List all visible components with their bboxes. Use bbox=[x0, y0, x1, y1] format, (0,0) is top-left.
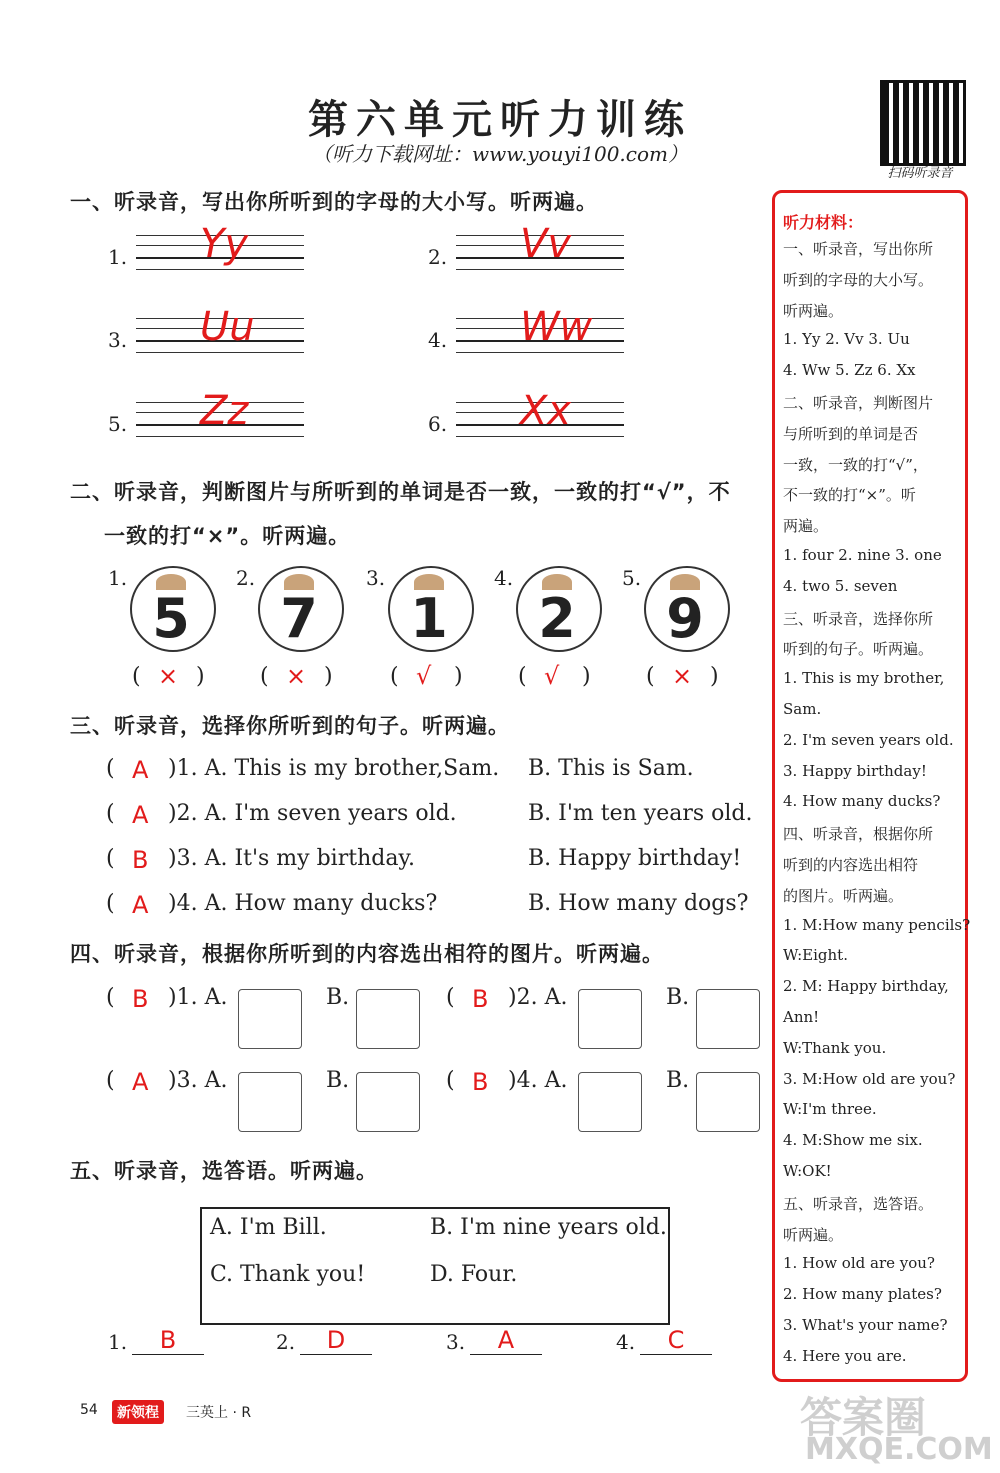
listening-material-line: 1. four 2. nine 3. one bbox=[783, 546, 942, 564]
item-number: 4. bbox=[494, 566, 514, 590]
qr-code[interactable] bbox=[880, 80, 966, 166]
option-a-label: )1. A. bbox=[168, 985, 228, 1010]
watermark-logo: 答案圈 bbox=[800, 1393, 927, 1442]
listening-material-line: 听到的字母的大小写。 bbox=[783, 270, 934, 289]
listening-material-line: 听到的内容选出相符 bbox=[783, 856, 919, 874]
handwritten-answer[interactable]: Uu bbox=[200, 304, 255, 350]
item-number: 2. bbox=[428, 245, 448, 269]
handwritten-answer[interactable]: Zz bbox=[200, 388, 249, 434]
listening-material-line: 一致，一致的打“√”， bbox=[783, 455, 928, 474]
paren-open: ( bbox=[132, 664, 141, 689]
paren-close: ) bbox=[454, 664, 463, 689]
paren-open: ( bbox=[106, 985, 115, 1010]
listening-material-line: 1. Yy 2. Vv 3. Uu bbox=[783, 330, 910, 349]
answer-blank[interactable]: C bbox=[640, 1326, 712, 1355]
picture-option-a bbox=[578, 1072, 642, 1132]
answer-blank[interactable]: D bbox=[300, 1326, 372, 1355]
paren-close: ) bbox=[582, 664, 591, 689]
picture-option-a bbox=[238, 989, 302, 1049]
listening-material-line: 二、听录音，判断图片 bbox=[783, 394, 934, 412]
listening-material-line: 听两遍。 bbox=[783, 1225, 844, 1244]
option-d: D. Four. bbox=[430, 1262, 518, 1287]
listening-material-line: 3. Happy birthday! bbox=[783, 761, 927, 780]
page-number: 54 bbox=[80, 1402, 98, 1418]
choice-answer[interactable]: A bbox=[132, 756, 149, 784]
listening-material-line: 四、听录音，根据你所 bbox=[783, 825, 934, 844]
picture-answer[interactable]: B bbox=[472, 985, 489, 1013]
number-picture: 1 bbox=[410, 587, 448, 650]
number-picture: 7 bbox=[280, 587, 318, 650]
part3-heading: 三、听录音，选择你所听到的句子。听两遍。 bbox=[70, 714, 510, 738]
picture-answer[interactable]: B bbox=[472, 1068, 489, 1096]
listening-material-line: W:OK! bbox=[783, 1162, 832, 1180]
picture-answer[interactable]: A bbox=[132, 1068, 149, 1096]
picture-option-b bbox=[696, 989, 760, 1049]
download-url: （听力下载网址：www.youyi100.com） bbox=[312, 142, 688, 166]
item-number: 3. bbox=[108, 328, 128, 352]
paren-open: ( bbox=[106, 756, 115, 781]
number-picture: 5 bbox=[152, 587, 190, 650]
paren-open: ( bbox=[106, 801, 115, 826]
part2-heading-line2: 一致的打“×”。听两遍。 bbox=[104, 524, 351, 548]
handwritten-answer[interactable]: Yy bbox=[200, 221, 249, 267]
check-answer[interactable]: × bbox=[286, 662, 307, 690]
item-number: 2. bbox=[276, 1330, 296, 1354]
listening-material-line: 不一致的打“×”。听 bbox=[783, 486, 916, 505]
writing-line bbox=[136, 436, 304, 437]
item-number: 1. bbox=[108, 566, 128, 590]
listening-material-line: 与所听到的单词是否 bbox=[783, 424, 919, 443]
listening-material-line: 的图片。听两遍。 bbox=[783, 886, 904, 905]
listening-material-line: Ann! bbox=[783, 1008, 820, 1026]
option-b: B. I'm nine years old. bbox=[430, 1215, 667, 1240]
watermark-url: MXQE.COM bbox=[805, 1432, 993, 1467]
option-c: C. Thank you! bbox=[210, 1262, 366, 1287]
option-b-label: B. bbox=[326, 1068, 350, 1093]
picture-option-a bbox=[578, 989, 642, 1049]
paren-open: ( bbox=[646, 664, 655, 689]
listening-material-line: 1. M:How many pencils? bbox=[783, 915, 971, 934]
item-number: 1. bbox=[108, 1330, 128, 1354]
listening-material-line: 4. M:Show me six. bbox=[783, 1131, 923, 1150]
choice-answer[interactable]: B bbox=[132, 846, 149, 874]
paren-open: ( bbox=[446, 985, 455, 1010]
part2-heading-line1: 二、听录音，判断图片与所听到的单词是否一致，一致的打“√”，不 bbox=[70, 480, 731, 504]
listening-material-title: 听力材料： bbox=[783, 213, 864, 232]
writing-line bbox=[456, 352, 624, 353]
handwritten-answer[interactable]: Vv bbox=[520, 221, 572, 267]
choice-answer[interactable]: A bbox=[132, 891, 149, 919]
paren-open: ( bbox=[106, 1068, 115, 1093]
writing-line bbox=[136, 269, 304, 270]
option-a-sentence: )1. A. This is my brother,Sam. bbox=[168, 756, 500, 781]
option-a-sentence: )3. A. It's my birthday. bbox=[168, 846, 415, 871]
item-number: 5. bbox=[622, 566, 642, 590]
item-number: 1. bbox=[108, 245, 128, 269]
paren-open: ( bbox=[106, 891, 115, 916]
part5-heading: 五、听录音，选答语。听两遍。 bbox=[70, 1159, 378, 1183]
part4-heading: 四、听录音，根据你所听到的内容选出相符的图片。听两遍。 bbox=[70, 942, 664, 966]
listening-material-line: Sam. bbox=[783, 700, 822, 718]
listening-material-line: 1. This is my brother, bbox=[783, 669, 945, 688]
item-number: 6. bbox=[428, 412, 448, 436]
item-number: 5. bbox=[108, 412, 128, 436]
picture-answer[interactable]: B bbox=[132, 985, 149, 1013]
paren-open: ( bbox=[260, 664, 269, 689]
listening-material-line: 2. How many plates? bbox=[783, 1285, 942, 1304]
option-b-label: B. bbox=[666, 985, 690, 1010]
number-picture: 2 bbox=[538, 587, 576, 650]
listening-material-line: 听到的句子。听两遍。 bbox=[783, 640, 934, 659]
writing-line bbox=[136, 352, 304, 353]
part1-heading: 一、听录音，写出你所听到的字母的大小写。听两遍。 bbox=[70, 190, 598, 214]
check-answer[interactable]: × bbox=[672, 662, 693, 690]
option-b-label: B. bbox=[326, 985, 350, 1010]
item-number: 4. bbox=[616, 1330, 636, 1354]
listening-material-line: 听两遍。 bbox=[783, 301, 844, 320]
paren-close: ) bbox=[324, 664, 333, 689]
handwritten-answer[interactable]: Xx bbox=[520, 388, 572, 434]
listening-material-line: 三、听录音，选择你所 bbox=[783, 609, 934, 628]
grade-label: 三英上 · R bbox=[186, 1405, 252, 1421]
picture-option-b bbox=[356, 989, 420, 1049]
option-b-label: B. bbox=[666, 1068, 690, 1093]
listening-material-line: W:Thank you. bbox=[783, 1038, 887, 1057]
option-b-sentence: B. I'm ten years old. bbox=[528, 801, 753, 826]
listening-material-line: 3. What's your name? bbox=[783, 1316, 948, 1334]
picture-option-b bbox=[356, 1072, 420, 1132]
listening-material-line: 4. How many ducks? bbox=[783, 792, 941, 811]
answer-blank[interactable]: A bbox=[470, 1326, 542, 1355]
listening-material-line: 1. How old are you? bbox=[783, 1254, 935, 1273]
paren-open: ( bbox=[518, 664, 527, 689]
option-b-sentence: B. This is Sam. bbox=[528, 756, 694, 781]
answer-blank[interactable]: B bbox=[132, 1326, 204, 1355]
page-title: 第六单元听力训练 bbox=[308, 97, 692, 143]
listening-material-line: 2. M: Happy birthday, bbox=[783, 977, 949, 996]
listening-material-line: 4. Ww 5. Zz 6. Xx bbox=[783, 361, 916, 380]
option-a-sentence: )2. A. I'm seven years old. bbox=[168, 801, 457, 826]
listening-material-line: 4. Here you are. bbox=[783, 1346, 907, 1365]
option-a: A. I'm Bill. bbox=[210, 1215, 327, 1240]
picture-option-a bbox=[238, 1072, 302, 1132]
listening-material-line: W:I'm three. bbox=[783, 1100, 877, 1119]
option-a-label: )4. A. bbox=[508, 1068, 568, 1093]
option-a-label: )2. A. bbox=[508, 985, 568, 1010]
handwritten-answer[interactable]: Ww bbox=[520, 304, 593, 350]
option-b-sentence: B. How many dogs? bbox=[528, 891, 749, 916]
paren-open: ( bbox=[390, 664, 399, 689]
paren-close: ) bbox=[196, 664, 205, 689]
listening-material-line: 4. two 5. seven bbox=[783, 576, 898, 595]
listening-material-line: 两遍。 bbox=[783, 517, 829, 536]
writing-line bbox=[456, 436, 624, 437]
qr-label: 扫码听录音 bbox=[887, 166, 953, 181]
check-answer[interactable]: × bbox=[158, 662, 179, 690]
check-answer[interactable]: √ bbox=[544, 662, 560, 690]
paren-open: ( bbox=[106, 846, 115, 871]
paren-open: ( bbox=[446, 1068, 455, 1093]
listening-material-line: 五、听录音，选答语。 bbox=[783, 1194, 934, 1213]
check-answer[interactable]: √ bbox=[416, 662, 432, 690]
item-number: 2. bbox=[236, 566, 256, 590]
listening-material-line: 2. I'm seven years old. bbox=[783, 730, 954, 749]
paren-close: ) bbox=[710, 664, 719, 689]
listening-material-line: W:Eight. bbox=[783, 946, 848, 965]
option-a-sentence: )4. A. How many ducks? bbox=[168, 891, 438, 916]
listening-material-line: 一、听录音，写出你所 bbox=[783, 240, 934, 258]
item-number: 3. bbox=[366, 566, 386, 590]
option-a-label: )3. A. bbox=[168, 1068, 228, 1093]
choice-answer[interactable]: A bbox=[132, 801, 149, 829]
listening-material-line: 3. M:How old are you? bbox=[783, 1069, 956, 1088]
item-number: 4. bbox=[428, 328, 448, 352]
picture-option-b bbox=[696, 1072, 760, 1132]
option-b-sentence: B. Happy birthday! bbox=[528, 846, 742, 871]
publisher-logo: 新领程 bbox=[112, 1400, 164, 1424]
item-number: 3. bbox=[446, 1330, 466, 1354]
writing-line bbox=[456, 269, 624, 270]
number-picture: 9 bbox=[666, 587, 704, 650]
